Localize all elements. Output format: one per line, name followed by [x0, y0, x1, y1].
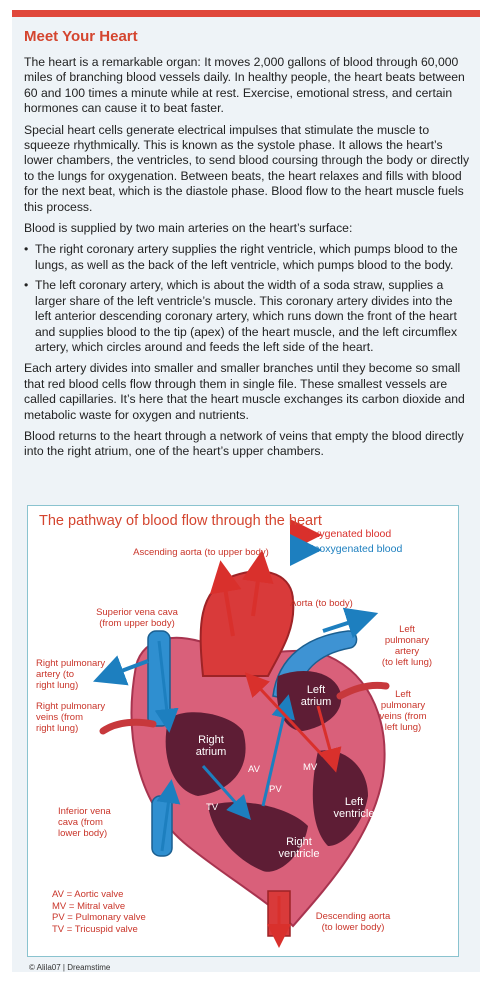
bullet-left-coronary: • The left coronary artery, which is about the width of a soda straw, supplies a larger share of the left ventricle’s muscle. This coronary artery divides into the left anterior descending coronary artery, which runs down the front of the heart and supplies blood to the tip (apex) of the heart muscle, and the left circumflex artery, which circles around and feeds the left side of the heart.: [24, 278, 470, 355]
flow-arrow-lpa: [323, 618, 363, 631]
label-descending-aorta: Descending aorta (to lower body): [315, 911, 391, 933]
label-right-pulmonary-artery: Right pulmonary artery (to right lung): [36, 658, 106, 691]
label-left-atrium: Left atrium: [300, 684, 332, 708]
label-left-pulmonary-veins: Left pulmonary veins (from left lung): [379, 689, 427, 733]
artery-list: [24, 242, 470, 355]
paragraph-2: Special heart cells generate electrical impulses that stimulate the muscle to squeeze rhythmically. This is known as the systole phase. It allows the heart’s lower chambers, the ventricles, to send blood coursing through the body or directly to the lungs for oxygenation. Between beats, the heart relaxes and fills with blood for the next beat, which is the diastole phase. Blood flow to the heart muscle fuels this process.: [24, 122, 470, 214]
label-left-ventricle: Left ventricle: [333, 796, 375, 820]
abbrev-av: AV = Aortic valve: [52, 889, 124, 900]
label-superior-vena-cava: Superior vena cava (from upper body): [96, 607, 178, 629]
abbrev-pv: PV = Pulmonary valve: [52, 912, 146, 923]
paragraph-1: The heart is a remarkable organ: It moves 2,000 gallons of blood through 60,000 miles of branching blood vessels daily. In healthy people, the heart beats between 60 and 100 times a minute while at rest. Exercise, emotional stress, and certain hormones can cause it to beat faster.: [24, 55, 465, 116]
legend-unoxygenated: [306, 543, 402, 555]
paragraph-4: Each artery divides into smaller and smaller branches until they become so small that red blood cells flow through them in single file. These smallest vessels are called capillaries. It’s here that the heart muscle exchanges its carbon dioxide and metabolic waste for oxygen and nutrients.: [24, 361, 465, 422]
label-ascending-aorta: Ascending aorta (to upper body): [133, 547, 269, 558]
label-right-pulmonary-veins: Right pulmonary veins (from right lung): [36, 701, 106, 734]
label-av: AV: [248, 764, 260, 775]
label-tv: TV: [206, 802, 219, 813]
legend-label-oxygenated: Oxygenated blood: [306, 528, 392, 540]
label-inferior-vena-cava: Inferior vena cava (from lower body): [58, 806, 111, 839]
label-right-atrium: Right atrium: [195, 734, 227, 758]
abbrev-tv: TV = Tricuspid valve: [52, 923, 138, 935]
label-pv: PV: [269, 784, 282, 795]
abbrev-mv: MV = Mitral valve: [52, 900, 126, 912]
header-bar: [12, 10, 480, 17]
legend-label-unoxygenated: Unoxygenated blood: [306, 543, 403, 555]
bullet-right-coronary: • The right coronary artery supplies the right ventricle, which pumps blood to the lungs, as well as the back of the left ventricle, which pumps blood to the body.: [24, 242, 470, 273]
label-left-pulmonary-artery: Left pulmonary artery (to left lung): [381, 624, 433, 668]
label-aorta: Aorta (to body): [290, 598, 353, 609]
legend-oxygenated: [306, 528, 391, 540]
abbreviation-key: [52, 889, 146, 935]
label-mv: MV: [303, 762, 318, 773]
article-body: [24, 55, 470, 466]
label-right-ventricle: Right ventricle: [278, 836, 320, 860]
figure-title: The pathway of blood flow through the heart: [39, 513, 322, 529]
image-credit: © Alila07 | Dreamstime: [29, 963, 111, 972]
paragraph-3: Blood is supplied by two main arteries on the heart’s surface:: [24, 221, 353, 236]
article-title: Meet Your Heart: [24, 28, 138, 45]
blood-flow-figure: [27, 505, 459, 957]
paragraph-5: Blood returns to the heart through a network of veins that empty the blood directly into the right atrium, one of the heart’s upper chambers.: [24, 428, 464, 459]
